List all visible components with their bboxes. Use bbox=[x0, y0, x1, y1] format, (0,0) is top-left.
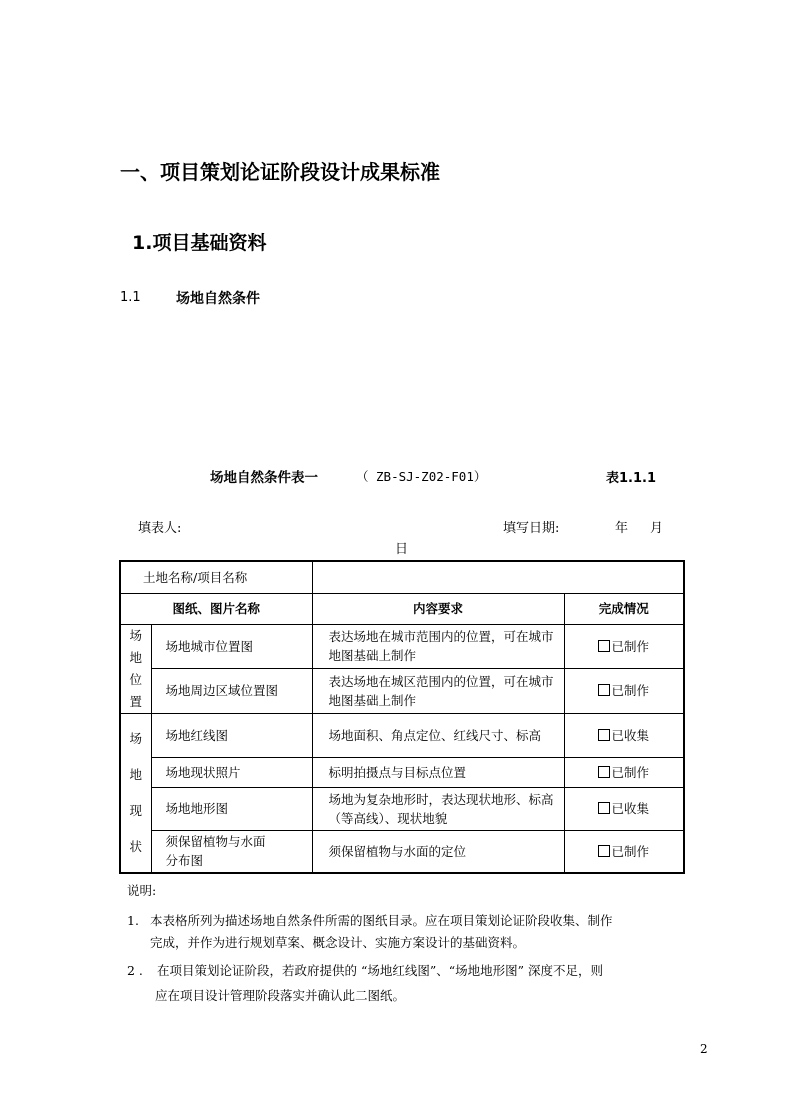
note-text: 本表格所列为描述场地自然条件所需的图纸目录。应在项目策划论证阶段收集、制作 bbox=[150, 913, 613, 928]
date-month: 月 bbox=[650, 521, 664, 536]
table-header-row bbox=[120, 593, 684, 624]
table-row bbox=[120, 713, 684, 757]
table-row bbox=[120, 561, 684, 593]
item-requirement: 须保留植物与水面的定位 bbox=[312, 830, 564, 873]
group-label-status: 场 地 现 状 bbox=[120, 713, 151, 873]
note-number: 2 . bbox=[127, 963, 143, 978]
item-status: 已制作 bbox=[564, 830, 684, 873]
section-heading: 1.项目基础资料 bbox=[132, 232, 267, 254]
table-row bbox=[120, 787, 684, 830]
item-name: 场地城市位置图 bbox=[151, 624, 312, 669]
header-status: 完成情况 bbox=[564, 593, 684, 624]
header-name: 图纸、图片名称 bbox=[120, 593, 312, 624]
notes-label: 说明: bbox=[127, 883, 157, 898]
date-day: 日 bbox=[395, 542, 409, 557]
table-caption-title: 场地自然条件表一 bbox=[210, 470, 318, 486]
item-name: 场地现状照片 bbox=[151, 757, 312, 787]
conditions-table bbox=[119, 560, 685, 874]
item-name: 须保留植物与水面分布图 bbox=[151, 830, 312, 873]
checkbox-icon bbox=[598, 802, 610, 814]
item-requirement: 表达场地在城市范围内的位置，可在城市地图基础上制作 bbox=[312, 624, 564, 669]
item-requirement: 表达场地在城区范围内的位置，可在城市地图基础上制作 bbox=[312, 669, 564, 714]
item-name: 场地红线图 bbox=[151, 713, 312, 757]
project-name-label: 土地名称/项目名称 bbox=[120, 561, 312, 593]
item-status: 已制作 bbox=[564, 624, 684, 669]
group-label-location: 场 地 位 置 bbox=[120, 624, 151, 713]
checkbox-icon bbox=[598, 684, 610, 696]
project-name-value bbox=[312, 561, 684, 593]
filler-label: 填表人: bbox=[138, 521, 182, 536]
table-row bbox=[120, 757, 684, 787]
page-number: 2 bbox=[700, 1042, 708, 1056]
table-row bbox=[120, 624, 684, 669]
item-requirement: 场地为复杂地形时，表达现状地形、标高（等高线）、现状地貌 bbox=[312, 787, 564, 830]
table-row bbox=[120, 830, 684, 873]
item-name: 场地周边区域位置图 bbox=[151, 669, 312, 714]
item-status: 已收集 bbox=[564, 787, 684, 830]
item-status: 已收集 bbox=[564, 713, 684, 757]
subsection-title: 场地自然条件 bbox=[176, 291, 260, 307]
page-title: 一、项目策划论证阶段设计成果标准 bbox=[120, 160, 440, 184]
header-requirement: 内容要求 bbox=[312, 593, 564, 624]
checkbox-icon bbox=[598, 845, 610, 857]
note-text: 应在项目设计管理阶段落实并确认此二图纸。 bbox=[155, 988, 406, 1003]
table-code: （ ZB-SJ-Z02-F01） bbox=[356, 469, 487, 484]
item-requirement: 场地面积、角点定位、红线尺寸、标高 bbox=[312, 713, 564, 757]
checkbox-icon bbox=[598, 766, 610, 778]
note-text: 完成，并作为进行规划草案、概念设计、实施方案设计的基础资料。 bbox=[150, 935, 526, 950]
item-name: 场地地形图 bbox=[151, 787, 312, 830]
item-status: 已制作 bbox=[564, 757, 684, 787]
date-year: 年 bbox=[615, 521, 629, 536]
table-row bbox=[120, 669, 684, 714]
note-text: 在项目策划论证阶段，若政府提供的 “场地红线图”、“场地地形图” 深度不足，则 bbox=[157, 963, 604, 978]
subsection-number: 1.1 bbox=[120, 290, 141, 305]
item-status: 已制作 bbox=[564, 669, 684, 714]
table-number: 表1.1.1 bbox=[606, 471, 657, 486]
note-number: 1. bbox=[127, 913, 139, 928]
date-label: 填写日期: bbox=[503, 521, 560, 536]
checkbox-icon bbox=[598, 640, 610, 652]
item-requirement: 标明拍摄点与目标点位置 bbox=[312, 757, 564, 787]
checkbox-icon bbox=[598, 729, 610, 741]
